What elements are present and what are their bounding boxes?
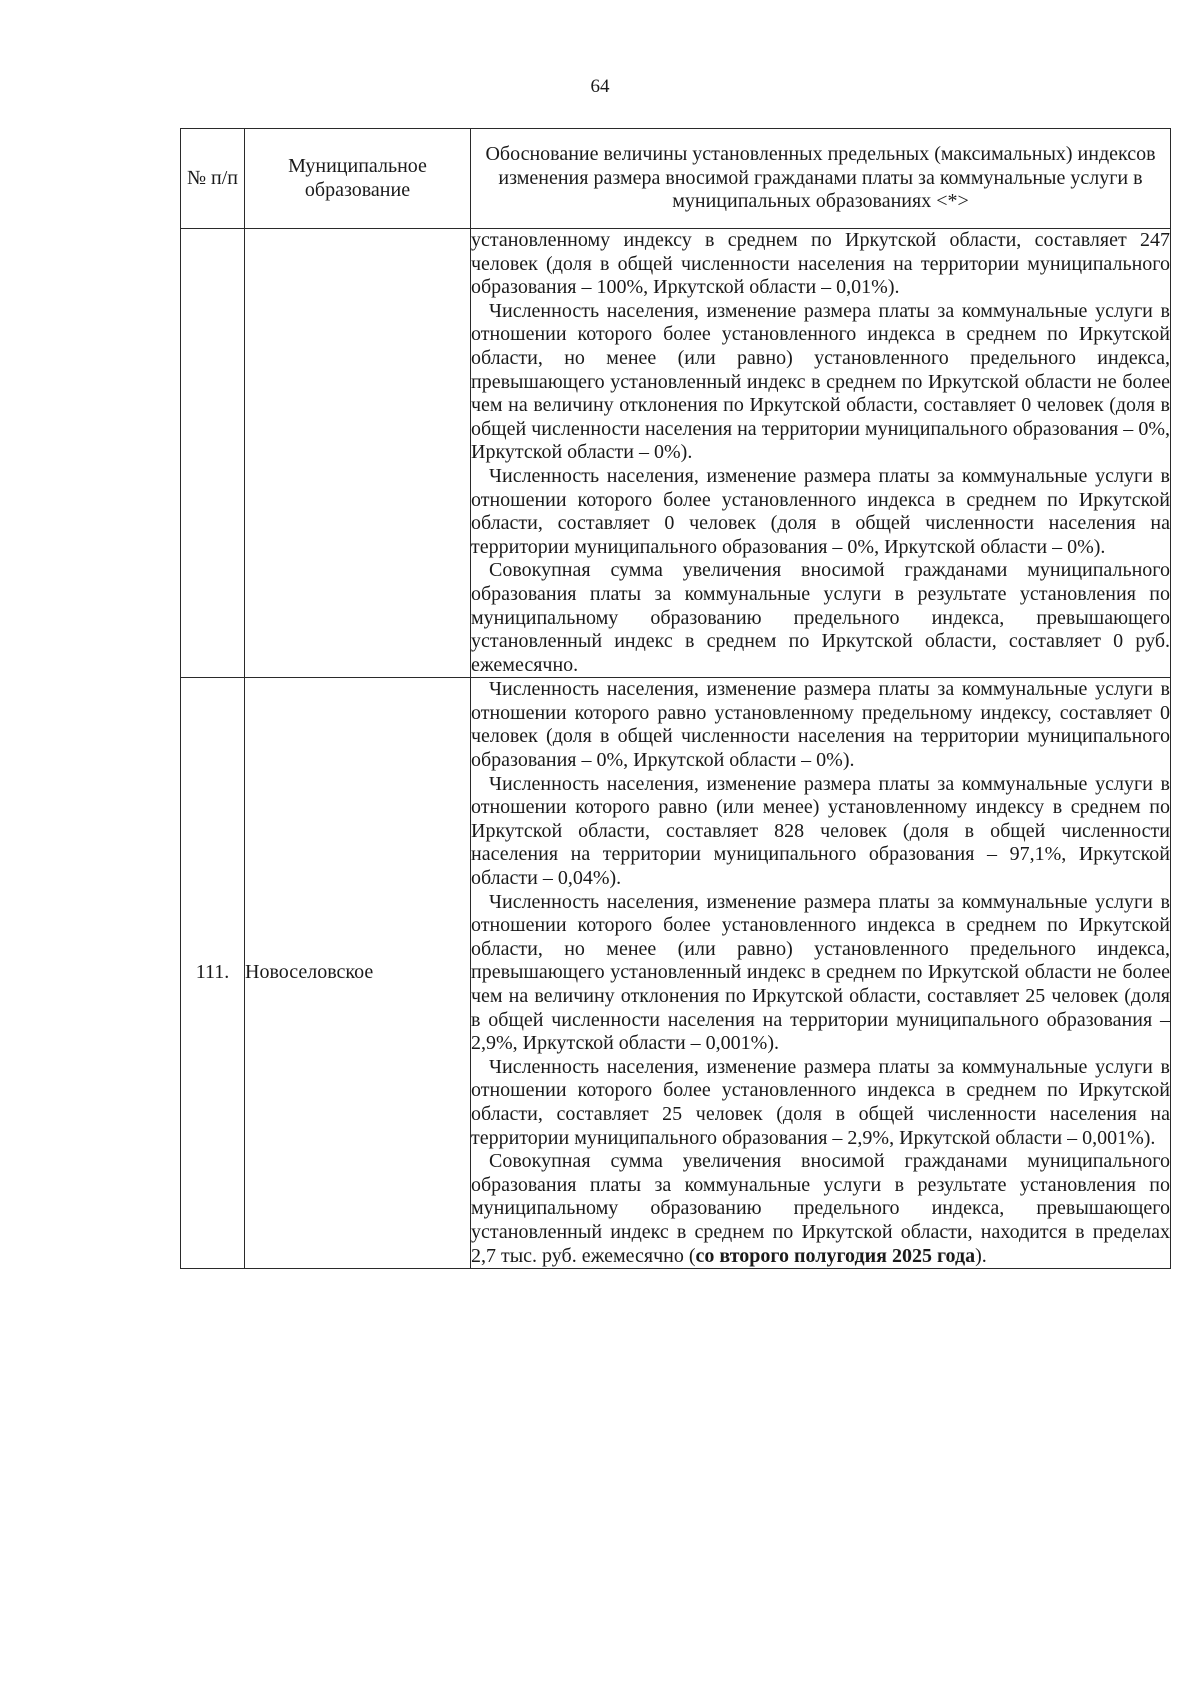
paragraph: Совокупная сумма увеличения вносимой гражданами муниципального образования платы за коммунальные услуги в результате установления по муниципальному образованию предельного индекса, превышающего установленный индекс в среднем по Иркутской области, составляет 0 руб. ежемесячно.: [471, 559, 1170, 676]
header-number: № п/п: [181, 129, 245, 229]
paragraph: Численность населения, изменение размера платы за коммунальные услуги в отношении которого равно (или менее) установленному индексу в среднем по Иркутской области, составляет 828 человек (доля в общей численности населения на территории муниципального образования – 97,1%, Иркутской области – 0,04%).: [471, 772, 1170, 890]
paragraph: установленному индексу в среднем по Иркутской области, составляет 247 человек (доля в общей численности населения на территории муниципального образования – 100%, Иркутской области – 0,01%).: [471, 229, 1170, 299]
header-justification: Обоснование величины установленных предельных (максимальных) индексов изменения размера вносимой гражданами платы за коммунальные услуги в муниципальных образованиях <*>: [471, 129, 1171, 229]
paragraph-tail: ).: [975, 1244, 987, 1267]
paragraph: Численность населения, изменение размера платы за коммунальные услуги в отношении которого более установленного индекса в среднем по Иркутской области, составляет 0 человек (доля в общей численности населения на территории муниципального образования – 0%, Иркутской области – 0%).: [471, 464, 1170, 558]
page-number: 64: [590, 76, 610, 97]
row-justification: [471, 678, 1171, 1269]
table-row: [181, 678, 1171, 1269]
header-municipality: Муниципальное образование: [245, 129, 471, 229]
row-municipality: Новоселовское: [245, 678, 471, 1269]
paragraph: Численность населения, изменение размера платы за коммунальные услуги в отношении которого равно установленному предельному индексу, составляет 0 человек (доля в общей численности населения на территории муниципального образования – 0%, Иркутской области – 0%).: [471, 678, 1170, 772]
row-municipality: [245, 229, 471, 678]
row-number: 111.: [181, 678, 245, 1269]
municipal-index-table: [180, 128, 1171, 1269]
paragraph: Численность населения, изменение размера платы за коммунальные услуги в отношении которого более установленного индекса в среднем по Иркутской области, составляет 25 человек (доля в общей численности населения на территории муниципального образования – 2,9%, Иркутской области – 0,001%).: [471, 1055, 1170, 1149]
paragraph: Численность населения, изменение размера платы за коммунальные услуги в отношении которого более установленного индекса в среднем по Иркутской области, но менее (или равно) установленного предельного индекса, превышающего установленный индекс в среднем по Иркутской области не более чем на величину отклонения по Иркутской области, составляет 0 человек (доля в общей численности населения на территории муниципального образования – 0%, Иркутской области – 0%).: [471, 299, 1170, 464]
paragraph: Численность населения, изменение размера платы за коммунальные услуги в отношении которого более установленного индекса в среднем по Иркутской области, но менее (или равно) установленного предельного индекса, превышающего установленный индекс в среднем по Иркутской области не более чем на величину отклонения по Иркутской области, составляет 25 человек (доля в общей численности населения на территории муниципального образования – 2,9%, Иркутской области – 0,001%).: [471, 890, 1170, 1055]
row-justification: [471, 229, 1171, 678]
paragraph-text: Совокупная сумма увеличения вносимой гражданами муниципального образования платы за коммунальные услуги в результате установления по муниципальному образованию предельного индекса, превышающего установленный индекс в среднем по Иркутской области, находится в пределах 2,7 тыс. руб. ежемесячно (: [471, 1150, 1170, 1267]
paragraph-final: [471, 1150, 1170, 1268]
row-number: [181, 229, 245, 678]
bold-period-note: со второго полугодия 2025 года: [695, 1244, 976, 1267]
table-header-row: [181, 129, 1171, 229]
table-row: [181, 229, 1171, 678]
